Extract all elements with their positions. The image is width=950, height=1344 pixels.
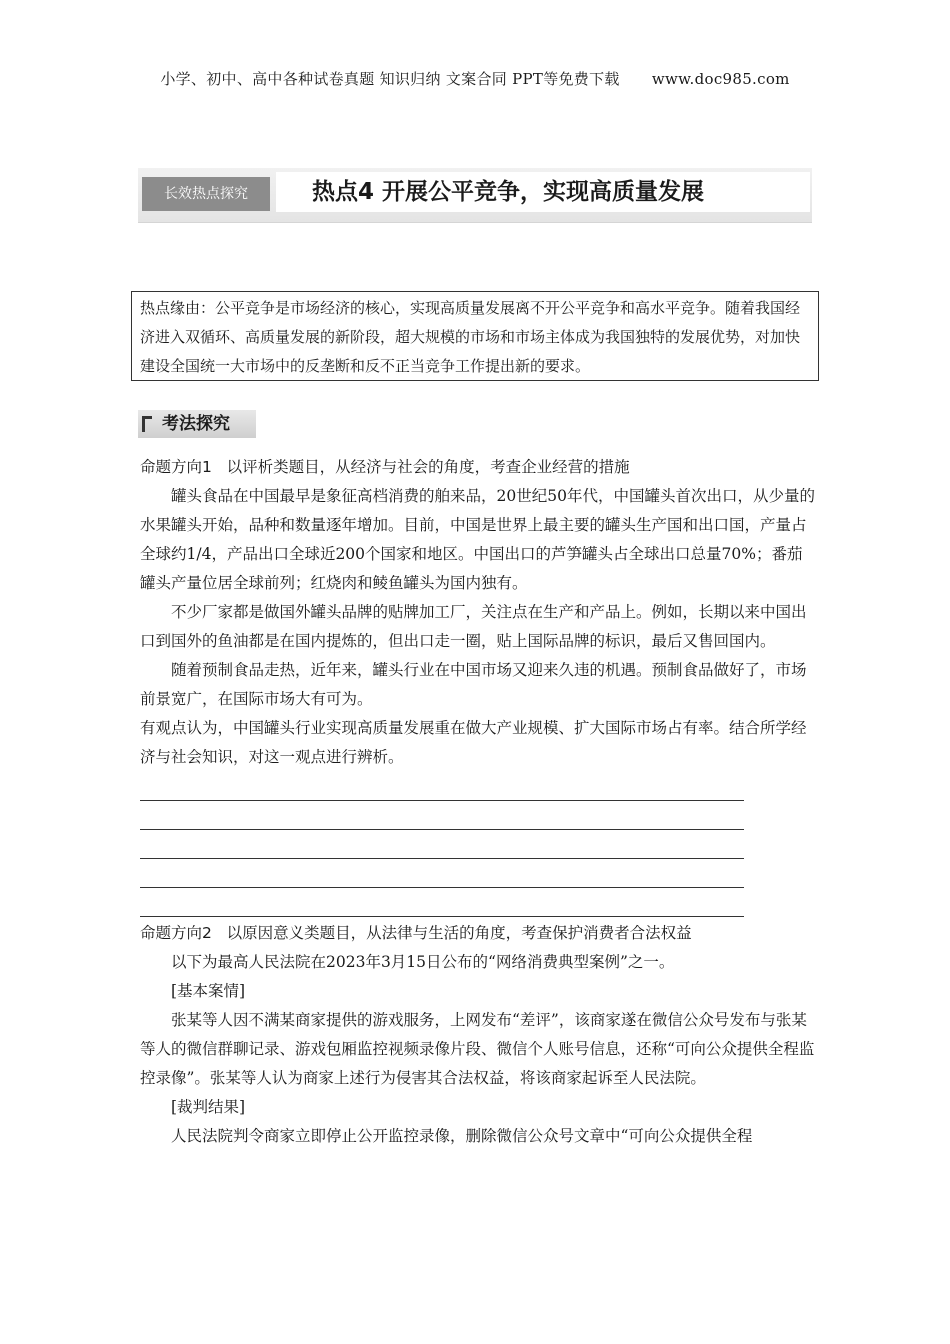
hotspot-reason-box (131, 291, 819, 381)
case-text: 张某等人因不满某商家提供的游戏服务，上网发布“差评”，该商家遂在微信公众号发布与张某等人的微信群聊记录、游戏包厢监控视频录像片段、微信个人账号信息，还称“可向公众提供全程监控录像”。张某等人认为商家上述行为侵害其合法权益，将该商家起诉至人民法院。 (140, 1011, 815, 1087)
title-tag: 长效热点探究 (142, 177, 270, 211)
title-bar (138, 168, 812, 223)
header-site-text: 小学、初中、高中各种试卷真题 知识归纳 文案合同 PPT等免费下载 (160, 70, 620, 88)
main-content (140, 453, 816, 1151)
direction-2-text: 以原因意义类题目，从法律与生活的角度，考查保护消费者合法权益 (226, 924, 692, 942)
direction-1-question: 有观点认为，中国罐头行业实现高质量发展重在做大产业规模、扩大国际市场占有率。结合所学经济与社会知识，对这一观点进行辨析。 (140, 719, 807, 766)
answer-line[interactable] (140, 772, 744, 801)
direction-1-paragraph: 不少厂家都是做国外罐头品牌的贴牌加工厂，关注点在生产和产品上。例如，长期以来中国出口到国外的鱼油都是在国内提炼的，但出口走一圈，贴上国际品牌的标识，最后又售回国内。 (140, 603, 807, 650)
section-title: 考法探究 (162, 414, 230, 434)
result-text: 人民法院判令商家立即停止公开监控录像，删除微信公众号文章中“可向公众提供全程 (171, 1127, 753, 1145)
reason-label: 热点缘由： (140, 299, 216, 317)
direction-1-paragraph: 随着预制食品走热，近年来，罐头行业在中国市场又迎来久违的机遇。预制食品做好了，市场前景宽广，在国际市场大有可为。 (140, 661, 807, 708)
answer-line[interactable] (140, 830, 744, 859)
answer-line[interactable] (140, 801, 744, 830)
section-heading (138, 410, 256, 438)
page-header (0, 68, 950, 89)
direction-2-intro: 以下为最高人民法院在2023年3月15日公布的“网络消费典型案例”之一。 (171, 953, 675, 971)
page-title: 热点4 开展公平竞争，实现高质量发展 (276, 172, 810, 212)
direction-1-label: 命题方向1 (140, 458, 212, 476)
case-label: [基本案情] (171, 982, 246, 1000)
result-label: [裁判结果] (171, 1098, 246, 1116)
direction-2-label: 命题方向2 (140, 924, 212, 942)
header-url[interactable]: www.doc985.com (651, 70, 790, 88)
answer-area[interactable] (140, 772, 816, 917)
answer-line[interactable] (140, 888, 744, 917)
section-corner-icon (142, 416, 152, 432)
direction-2-heading (140, 919, 816, 948)
answer-line[interactable] (140, 859, 744, 888)
direction-1-heading (140, 453, 816, 482)
direction-1-paragraph: 罐头食品在中国最早是象征高档消费的舶来品，20世纪50年代，中国罐头首次出口，从少量的水果罐头开始，品种和数量逐年增加。目前，中国是世界上最主要的罐头生产国和出口国，产量占全球约1/4，产品出口全球近200个国家和地区。中国出口的芦笋罐头占全球出口总量70%；番茄罐头产量位居全球前列；红烧肉和鲮鱼罐头为国内独有。 (140, 487, 815, 592)
direction-1-text: 以评析类题目，从经济与社会的角度，考查企业经营的措施 (226, 458, 630, 476)
reason-text: 公平竞争是市场经济的核心，实现高质量发展离不开公平竞争和高水平竞争。随着我国经济进入双循环、高质量发展的新阶段，超大规模的市场和市场主体成为我国独特的发展优势，对加快建设全国统一大市场中的反垄断和反不正当竞争工作提出新的要求。 (140, 299, 801, 375)
